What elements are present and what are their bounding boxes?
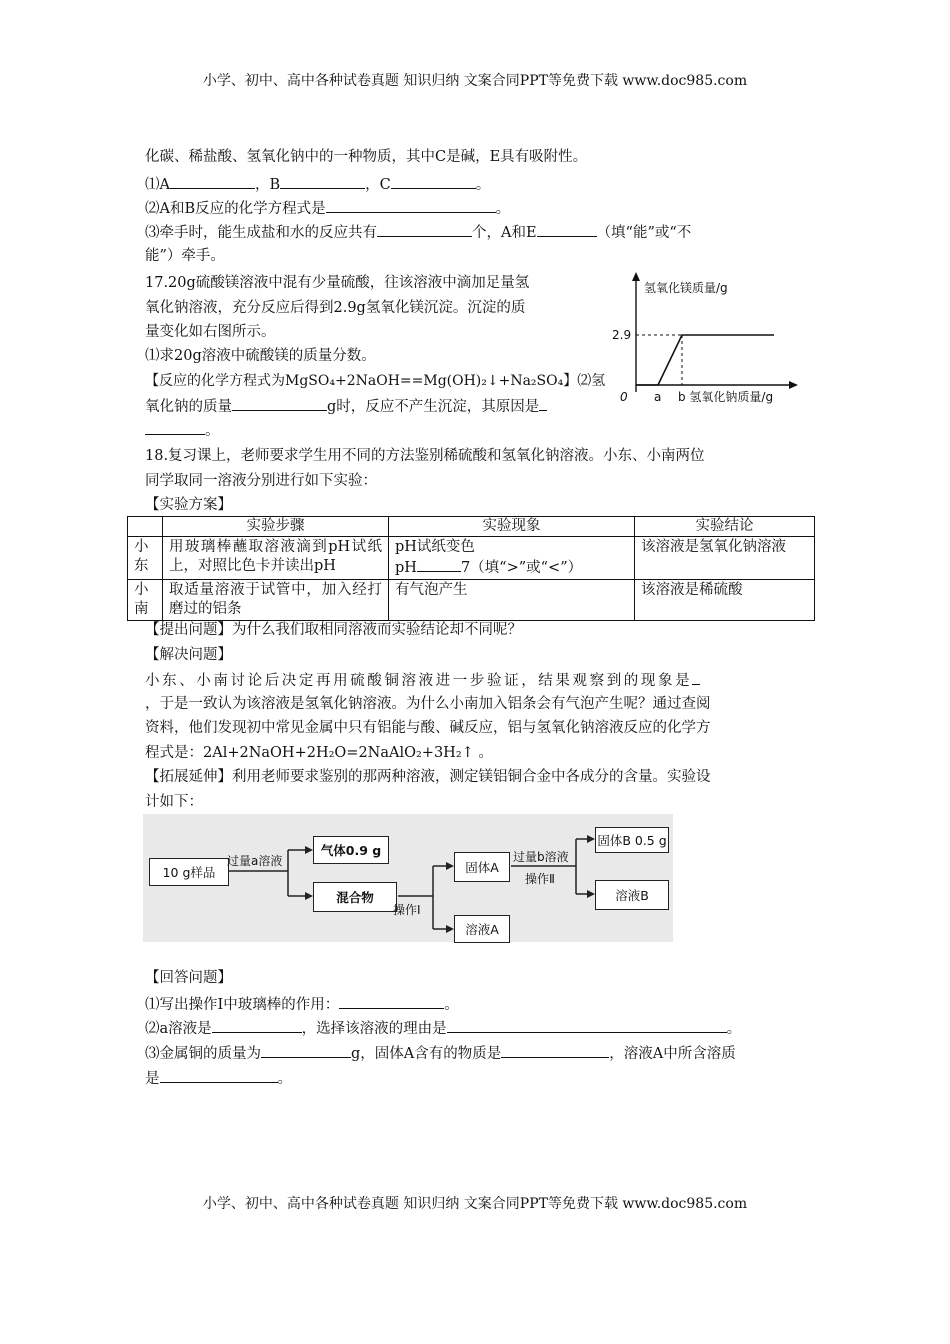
answer-heading: 【回答问题】	[145, 970, 232, 986]
answer-part3-c: ，溶液A中所含溶质	[609, 1046, 736, 1062]
q18-line2: 同学取同一溶液分别进行如下实验：	[145, 473, 377, 489]
q17-part2-end: 。	[205, 423, 220, 439]
origin-label: 0	[620, 390, 628, 404]
plan-heading: 【实验方案】	[145, 497, 232, 513]
answer-blank-naoh-mass[interactable]	[232, 396, 327, 411]
gas-box: 气体0.9 g	[313, 836, 389, 864]
y-axis-arrow	[632, 272, 640, 281]
q17-part1: ⑴求20g溶液中硫酸镁的质量分数。	[145, 348, 376, 364]
answer-blank-solid-a[interactable]	[501, 1043, 609, 1058]
reagent-a-label: 过量a溶液	[227, 854, 283, 868]
sample-box: 10 g样品	[149, 858, 229, 886]
q16-part2-end: 。	[495, 201, 511, 217]
answer-blank-reason-a[interactable]	[447, 1018, 727, 1033]
answer-part2-end: 。	[726, 1021, 742, 1037]
answer-blank-b[interactable]	[280, 174, 365, 189]
answer-part1-text: ⑴写出操作Ⅰ中玻璃棒的作用：	[145, 997, 340, 1013]
q16-part2-text: ⑵A和B反应的化学方程式是	[145, 201, 326, 217]
answer-part3-cont	[145, 1068, 292, 1089]
answer-part3-end: 。	[277, 1071, 292, 1087]
solve-line4: 程式是：2Al+2NaOH+2H₂O=2NaAlO₂+3H₂↑ 。	[145, 745, 493, 761]
table-row	[128, 537, 815, 580]
operation-1-label: 操作Ⅰ	[393, 903, 421, 917]
flow-diagram	[143, 814, 673, 942]
extend-line1: 【拓展延伸】利用老师要求鉴别的那两种溶液，测定镁铝铜合金中各成分的含量。实验设	[145, 769, 711, 785]
q16-part1-a: ⑴A	[145, 177, 170, 193]
q17-line1: 17.20g硫酸镁溶液中混有少量硫酸，往该溶液中滴加足量氢	[145, 275, 530, 291]
q16-part3-b: 个，A和E	[472, 225, 537, 241]
mixture-box: 混合物	[313, 882, 397, 912]
q17-part2-cont	[145, 420, 220, 441]
q16-part1-b: ，B	[254, 177, 281, 193]
q16-part1	[145, 174, 490, 195]
table-cell-who: 小南	[128, 580, 163, 621]
q17-line2: 氧化钠溶液，充分反应后得到2.9g氢氧化镁沉淀。沉淀的质	[145, 300, 526, 316]
operation-2-label: 操作Ⅱ	[525, 872, 555, 886]
answer-part3	[145, 1043, 736, 1064]
phenomenon-line1: pH试纸变色	[395, 539, 475, 555]
solve-line2: ，于是一致认为该溶液是氢氧化钠溶液。为什么小南加入铝条会有气泡产生呢？通过查阅	[145, 696, 711, 712]
x-axis-label: b 氢氧化钠质量/g	[678, 390, 774, 404]
table-cell-who: 小东	[128, 537, 163, 580]
answer-blank-solution-a[interactable]	[212, 1018, 302, 1033]
answer-part1-end: 。	[444, 997, 459, 1013]
q17-part2-b: g时，反应不产生沉淀，其原因是	[327, 399, 540, 415]
q16-part1-c: ，C	[365, 177, 391, 193]
table-row	[128, 580, 815, 621]
precipitate-chart	[610, 272, 800, 407]
x-axis-arrow	[789, 381, 798, 389]
q16-part3-text: ⑶牵手时，能生成盐和水的反应共有	[145, 225, 377, 241]
answer-blank-reason-cont[interactable]	[145, 420, 205, 435]
answer-blank-solute-a[interactable]	[160, 1068, 278, 1083]
extend-line2: 计如下：	[145, 794, 203, 810]
answer-part3-d: 是	[145, 1071, 160, 1087]
table-cell-phenomenon	[389, 537, 635, 580]
solid-a-box: 固体A	[454, 852, 510, 882]
q17-line3: 量变化如右图所示。	[145, 324, 276, 340]
answer-blank-count[interactable]	[377, 222, 472, 237]
solution-a-box: 溶液A	[454, 915, 510, 943]
q16-part3-c: （填“能”或“不	[596, 225, 692, 241]
table-cell-step: 用玻璃棒蘸取溶液滴到pH试纸上，对照比色卡并读出pH	[163, 537, 389, 580]
answer-blank-phenomenon[interactable]	[692, 670, 700, 685]
answer-part2-text: ⑵a溶液是	[145, 1021, 212, 1037]
solution-b-box: 溶液B	[595, 880, 669, 910]
page-footer: 小学、初中、高中各种试卷真题 知识归纳 文案合同PPT等免费下载 www.doc985.com	[202, 1196, 748, 1212]
table-cell-conclusion: 该溶液是氢氧化钠溶液	[635, 537, 815, 580]
table-cell-phenomenon: 有气泡产生	[389, 580, 635, 621]
answer-blank-copper-mass[interactable]	[261, 1043, 351, 1058]
answer-blank-rod-role[interactable]	[339, 994, 444, 1009]
q16-part3-cont: 能”）牵手。	[145, 248, 225, 264]
q17-reaction: 【反应的化学方程式为MgSO₄+2NaOH==Mg(OH)₂↓+Na₂SO₄】⑵氢	[145, 373, 606, 389]
table-header-row	[128, 517, 815, 537]
q17-part2-text: 氧化钠的质量	[145, 399, 232, 415]
page-header: 小学、初中、高中各种试卷真题 知识归纳 文案合同PPT等免费下载 www.doc985.com	[202, 73, 748, 89]
solve-line1	[145, 670, 700, 691]
phenomenon-line2	[395, 557, 628, 578]
table-cell-conclusion: 该溶液是稀硫酸	[635, 580, 815, 621]
table-header-cell: 实验结论	[635, 517, 815, 537]
answer-blank-ph[interactable]	[417, 557, 461, 572]
answer-blank-reason[interactable]	[539, 396, 547, 411]
table-header-cell: 实验现象	[389, 517, 635, 537]
q16-part3	[145, 222, 691, 243]
table-header-cell	[128, 517, 163, 537]
y-axis-label: 氢氧化镁质量/g	[644, 281, 728, 295]
q17-part2	[145, 396, 547, 417]
answer-blank-equation[interactable]	[326, 198, 496, 213]
y-tick-label: 2.9	[612, 328, 632, 342]
solve-heading: 【解决问题】	[145, 647, 232, 663]
q18-line1: 18.复习课上，老师要求学生用不同的方法鉴别稀硫酸和氢氧化钠溶液。小东、小南两位	[145, 448, 705, 464]
solve-line1-text: 小东、小南讨论后决定再用硫酸铜溶液进一步验证，结果观察到的现象是	[145, 673, 693, 689]
answer-part2	[145, 1018, 741, 1039]
experiment-table	[127, 516, 815, 621]
q16-part2	[145, 198, 510, 219]
phenomenon-hint: 7（填“>”或“<”）	[460, 560, 583, 576]
phenomenon-ph: pH	[395, 560, 417, 576]
reagent-b-label: 过量b溶液	[513, 850, 569, 864]
q16-part1-end: 。	[475, 177, 491, 193]
answer-blank-c[interactable]	[391, 174, 476, 189]
x-tick-a: a	[654, 390, 662, 404]
q16-intro: 化碳、稀盐酸、氢氧化钠中的一种物质，其中C是碱，E具有吸附性。	[145, 149, 588, 165]
solid-b-box: 固体B 0.5 g	[595, 827, 669, 853]
ask-question: 【提出问题】为什么我们取相同溶液而实验结论却不同呢？	[145, 622, 522, 638]
answer-blank-can[interactable]	[537, 222, 597, 237]
solve-line3: 资料，他们发现初中常见金属中只有铝能与酸、碱反应，铝与氢氧化钠溶液反应的化学方	[145, 720, 711, 736]
answer-part3-b: g，固体A含有的物质是	[351, 1046, 502, 1062]
precipitate-line	[636, 335, 774, 385]
table-cell-step: 取适量溶液于试管中，加入经打磨过的铝条	[163, 580, 389, 621]
answer-part1	[145, 994, 459, 1015]
answer-part3-text: ⑶金属铜的质量为	[145, 1046, 261, 1062]
answer-blank-a[interactable]	[170, 174, 255, 189]
table-header-cell: 实验步骤	[163, 517, 389, 537]
answer-part2-b: ，选择该溶液的理由是	[301, 1021, 447, 1037]
